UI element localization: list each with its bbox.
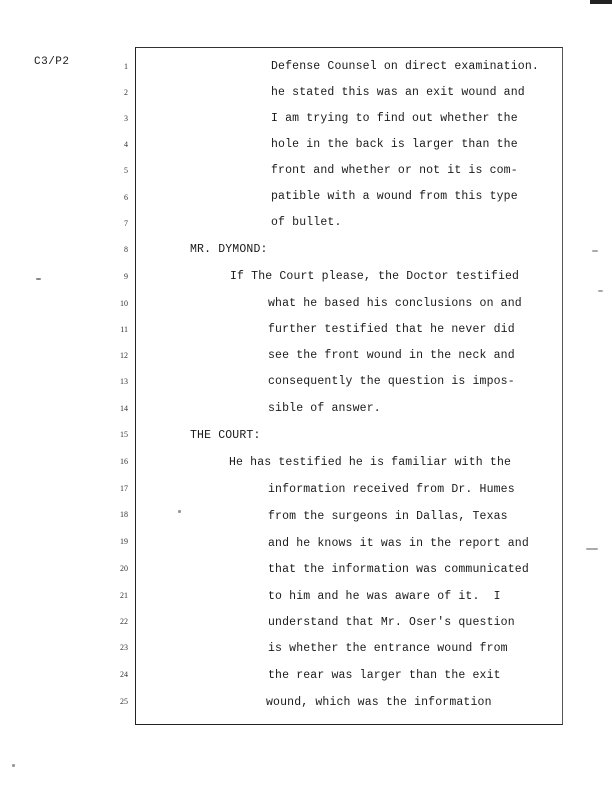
line-number: 4 [124, 140, 128, 149]
line-number: 7 [124, 219, 128, 228]
transcript-line: He has testified he is familiar with the [229, 456, 512, 469]
line-number: 21 [120, 591, 128, 600]
line-number: 13 [120, 377, 128, 386]
transcript-line: he stated this was an exit wound and [271, 86, 525, 99]
scan-speck [598, 290, 603, 292]
speaker-label: MR. DYMOND: [190, 243, 268, 256]
transcript-line: see the front wound in the neck and [268, 349, 515, 362]
line-number: 5 [124, 166, 128, 175]
line-number: 18 [120, 510, 128, 519]
scan-speck [586, 548, 598, 550]
line-number: 23 [120, 643, 128, 652]
transcript-line: hole in the back is larger than the [271, 138, 518, 151]
line-number: 15 [120, 430, 128, 439]
scan-speck [12, 764, 15, 767]
line-number: 24 [120, 670, 128, 679]
transcript-line: patible with a wound from this type [271, 190, 518, 203]
line-number: 11 [120, 325, 128, 334]
line-number: 2 [124, 88, 128, 97]
transcript-line: wound, which was the information [266, 696, 492, 709]
transcript-line: to him and he was aware of it. I [268, 590, 501, 603]
transcript-line: I am trying to find out whether the [271, 112, 518, 125]
page-identifier: C3/P2 [34, 56, 70, 68]
transcript-line: what he based his conclusions on and [268, 297, 522, 310]
transcript-line: understand that Mr. Oser's question [268, 616, 515, 629]
scan-speck [36, 278, 41, 280]
speaker-label: THE COURT: [190, 429, 261, 442]
transcript-line: is whether the entrance wound from [268, 642, 508, 655]
scan-speck [592, 250, 598, 252]
scan-speck [178, 510, 181, 513]
line-number: 25 [120, 697, 128, 706]
transcript-line: consequently the question is impos- [268, 375, 515, 388]
line-number: 22 [120, 617, 128, 626]
line-number: 19 [120, 537, 128, 546]
line-number: 9 [124, 272, 128, 281]
scan-edge-mark [590, 0, 612, 4]
line-number: 3 [124, 114, 128, 123]
line-number: 12 [120, 351, 128, 360]
transcript-line: and he knows it was in the report and [268, 537, 529, 550]
line-number: 8 [124, 245, 128, 254]
line-number: 14 [120, 404, 128, 413]
transcript-line: from the surgeons in Dallas, Texas [268, 510, 508, 523]
transcript-line: the rear was larger than the exit [268, 669, 501, 682]
transcript-line: information received from Dr. Humes [268, 483, 515, 496]
line-number: 16 [120, 457, 128, 466]
transcript-line: of bullet. [271, 216, 342, 229]
transcript-line: If The Court please, the Doctor testified [230, 270, 520, 283]
transcript-line: sible of answer. [268, 402, 381, 415]
transcript-line: Defense Counsel on direct examination. [271, 60, 539, 73]
transcript-line: that the information was communicated [268, 563, 529, 576]
line-number: 17 [120, 484, 128, 493]
transcript-line: front and whether or not it is com- [271, 164, 518, 177]
line-number: 6 [124, 193, 128, 202]
line-number: 1 [124, 62, 128, 71]
line-number: 10 [120, 299, 128, 308]
transcript-line: further testified that he never did [268, 323, 515, 336]
line-number: 20 [120, 564, 128, 573]
